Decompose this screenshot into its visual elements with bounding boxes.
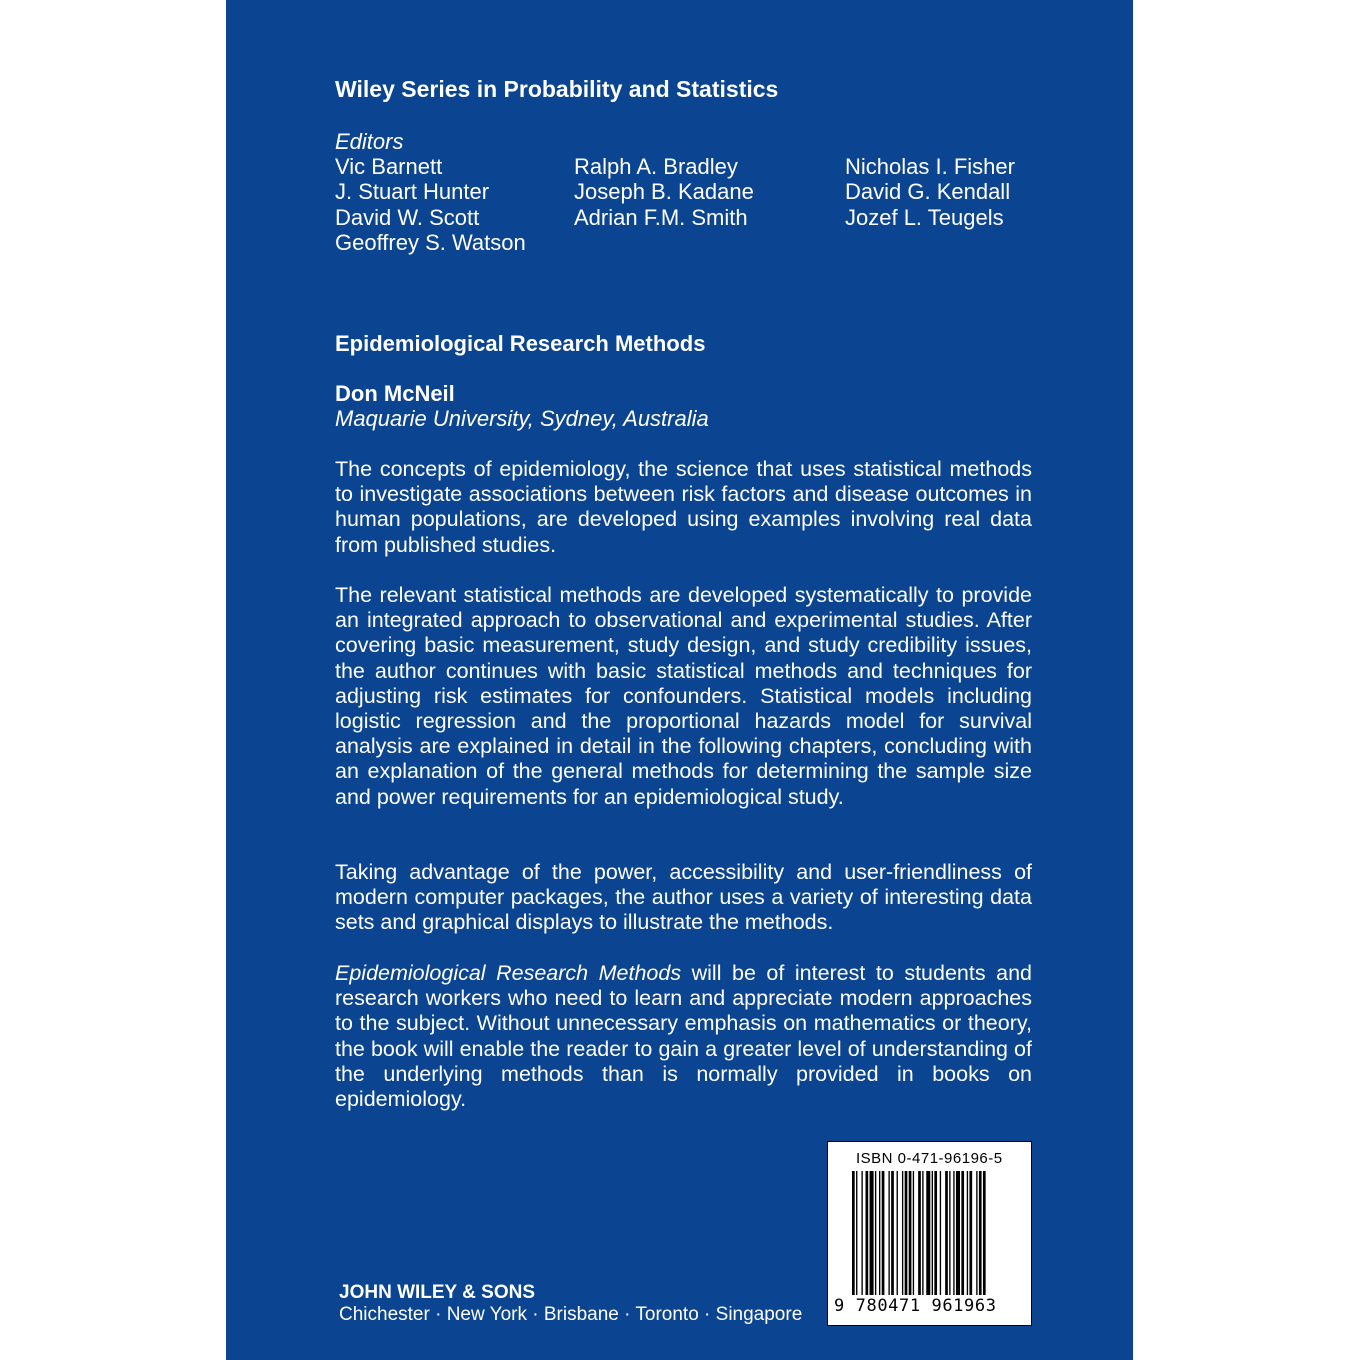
barcode-panel: [827, 1141, 1032, 1326]
publisher-cities: Chichester · New York · Brisbane · Toronto · Singapore: [339, 1304, 803, 1325]
description-paragraph-4: [335, 961, 1032, 1112]
isbn-label: ISBN 0-471-96196-5: [856, 1150, 1003, 1167]
paragraph-text: will be of interest to students and research workers who need to learn and appreciate modern approaches to the subject. Without unnecessary emphasis on mathematics or theory, the book will enable the reader to gain a greater level of understanding of the underlying methods than is normally provided in books on epidemiology.: [335, 961, 1032, 1112]
barcode-number: 9 780471 961963: [834, 1296, 997, 1316]
book-title-italic: Epidemiological Research Methods: [335, 961, 682, 985]
author-affiliation: Maquarie University, Sydney, Australia: [335, 406, 709, 431]
editor-name: Joseph B. Kadane: [574, 179, 754, 205]
barcode-icon: [852, 1171, 1022, 1295]
editor-name: Geoffrey S. Watson: [335, 229, 526, 255]
publisher-name: JOHN WILEY & SONS: [339, 1282, 536, 1303]
editor-name: Nicholas I. Fisher: [845, 154, 1015, 179]
back-cover: [226, 0, 1133, 1360]
editors-column-1: [335, 154, 526, 255]
book-title: Epidemiological Research Methods: [335, 331, 706, 356]
editor-name: Ralph A. Bradley: [574, 154, 738, 179]
description-paragraph-1: The concepts of epidemiology, the science that uses statistical methods to investigate associations between risk factors and disease outcomes in human populations, are developed using examples involving real data from published studies.: [335, 457, 1032, 557]
description-paragraph-3: Taking advantage of the power, accessibility and user-friendliness of modern computer packages, the author uses a variety of interesting data sets and graphical displays to illustrate the methods.: [335, 860, 1032, 935]
editors-column-3: [845, 154, 1015, 230]
editor-name: Adrian F.M. Smith: [574, 204, 748, 230]
series-title: Wiley Series in Probability and Statistics: [335, 76, 779, 102]
editor-name: David W. Scott: [335, 204, 480, 230]
editor-name: Vic Barnett: [335, 154, 443, 179]
editor-name: Jozef L. Teugels: [845, 204, 1004, 230]
editors-label: Editors: [335, 129, 404, 154]
description-paragraph-2: The relevant statistical methods are developed systematically to provide an integrated approach to observational and experimental studies. After covering basic measurement, study design, and study credibility issues, the author continues with basic statistical methods and techniques for adjusting risk estimates for confounders. Statistical models including logistic regression and the proportional hazards model for survival analysis are explained in detail in the following chapters, concluding with an explanation of the general methods for determining the sample size and power requirements for an epidemiological study.: [335, 583, 1032, 809]
editor-name: David G. Kendall: [845, 179, 1011, 205]
editors-column-2: [574, 154, 754, 230]
author-name: Don McNeil: [335, 381, 455, 406]
editor-name: J. Stuart Hunter: [335, 179, 490, 205]
